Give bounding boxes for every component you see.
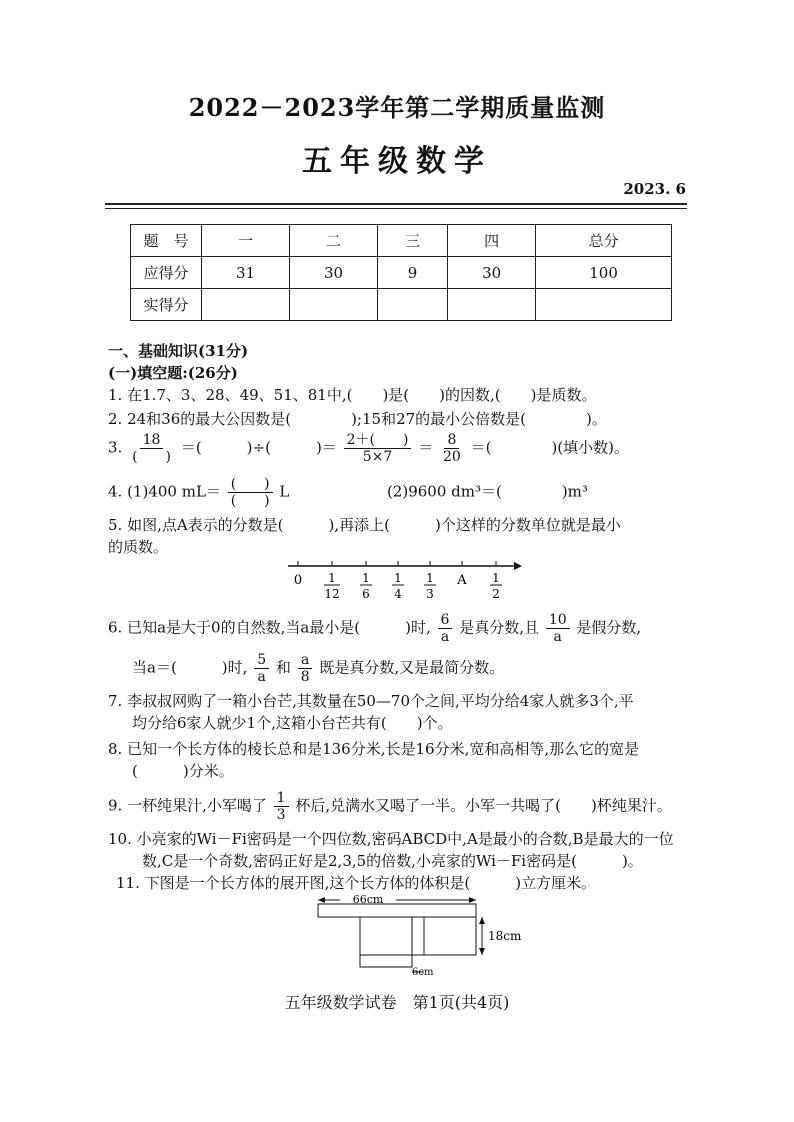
number-line: [280, 556, 530, 606]
subsection-heading: (一)填空题:(26分): [108, 364, 238, 382]
table-cell: 应得分: [131, 257, 202, 289]
table-cell: 30: [290, 257, 378, 289]
subject-title: 五年级数学: [302, 144, 492, 179]
fraction-denominator: a: [257, 669, 266, 685]
question-6-line-1: [108, 612, 641, 645]
question-10-line-1: 10. 小亮家的Wi－Fi密码是一个四位数,密码ABCD中,A是最小的合数,B是最大的一位: [108, 830, 674, 848]
fraction: [440, 432, 464, 465]
score-table: [130, 224, 672, 321]
arrow-right-icon: [514, 562, 522, 570]
question-2: 2. 24和36的最大公因数是( );15和27的最小公倍数是( )。: [108, 410, 607, 428]
table-cell: 二: [290, 225, 378, 257]
question-7-line-2: 均分给6家人就少1个,这箱小台芒共有( )个。: [132, 714, 453, 732]
fraction-numerator: a: [298, 652, 312, 669]
question-7-line-1: 7. 李叔叔网购了一箱小台芒,其数量在50—70个之间,平均分给4家人就多3个,平: [108, 692, 634, 710]
section-heading: 一、基础知识(31分): [108, 342, 249, 360]
fraction-numerator: 8: [444, 432, 459, 449]
table-row: [131, 289, 672, 321]
fraction-denominator: ( ): [230, 493, 270, 509]
table-row: [131, 225, 672, 257]
table-cell: 31: [202, 257, 290, 289]
score-input-cell[interactable]: [448, 289, 536, 321]
fraction-numerator: 1: [274, 790, 289, 807]
dimension-label-top: 66cm: [352, 893, 384, 906]
table-cell: 9: [378, 257, 448, 289]
question-5-line-2: 的质数。: [108, 538, 169, 556]
dimension-label-right: 18cm: [488, 929, 522, 943]
q9-text: 杯后,兑满水又喝了一半。小军一共喝了( )杯纯果汁。: [295, 796, 672, 815]
net-strip-bottom: [360, 955, 412, 967]
table-cell: 三: [378, 225, 448, 257]
fraction-denominator: a: [440, 629, 450, 645]
table-cell: 题 号: [131, 225, 202, 257]
question-6-line-2: [132, 652, 504, 685]
tick-label-num: 1: [426, 571, 434, 585]
q4-unit: L: [279, 482, 290, 501]
question-1: 1. 在1.7、3、28、49、51、81中,( )是( )的因数,( )是质数。: [108, 386, 597, 404]
question-5-line-1: 5. 如图,点A表示的分数是( ),再添上( )个这样的分数单位就是最小: [108, 516, 621, 534]
table-row: [131, 257, 672, 289]
fraction-numerator: 18: [140, 432, 164, 449]
q3-tail: ＝( )(填小数)。: [470, 438, 630, 457]
fraction-denominator: ( ): [132, 449, 172, 465]
table-cell: 四: [448, 225, 536, 257]
score-input-cell[interactable]: [378, 289, 448, 321]
tick-label-num: 1: [328, 571, 336, 585]
score-input-cell[interactable]: [202, 289, 290, 321]
score-input-cell[interactable]: [290, 289, 378, 321]
q3-lead: 3.: [108, 438, 123, 457]
dimension-label-bottom: 6cm: [412, 967, 434, 978]
table-cell: 100: [536, 257, 672, 289]
fraction-numerator: 10: [546, 612, 570, 629]
tick-label-den: 2: [492, 587, 500, 601]
net-face-main: [360, 917, 476, 955]
tick-label-den: 4: [394, 587, 402, 601]
table-cell: 一: [202, 225, 290, 257]
question-10-line-2: 数,C是一个奇数,密码正好是2,3,5的倍数,小亮家的Wi－Fi密码是( )。: [142, 852, 643, 870]
fraction-numerator: 5: [254, 652, 269, 669]
exam-title: 2022－2023学年第二学期质量监测: [188, 93, 606, 122]
tick-label-den: 6: [362, 587, 370, 601]
table-cell: 总分: [536, 225, 672, 257]
q4-part2: (2)9600 dm³＝( )m³: [386, 482, 588, 501]
q6-text: 是真分数,且: [459, 618, 540, 637]
fraction: [254, 652, 269, 685]
tick-label-a: A: [457, 573, 467, 588]
fraction-denominator: 3: [276, 807, 286, 823]
fraction: [344, 432, 412, 465]
header-rule-thick: [105, 203, 687, 205]
fraction: [274, 790, 289, 823]
tick-label-den: 12: [324, 587, 340, 601]
tick-label-zero: 0: [293, 573, 303, 588]
q6-text: 当a＝( )时,: [132, 658, 248, 677]
cuboid-net-diagram: [300, 888, 540, 980]
q3-mid: ＝( )÷( )＝: [180, 438, 337, 457]
q6-text: 既是真分数,又是最简分数。: [319, 658, 505, 677]
question-4: [108, 476, 588, 509]
question-8-line-1: 8. 已知一个长方体的棱长总和是136分米,长是16分米,宽和高相等,那么它的宽是: [108, 740, 640, 758]
score-input-cell[interactable]: [536, 289, 672, 321]
fraction: [129, 432, 174, 465]
fraction-numerator: 6: [438, 612, 453, 629]
q4-part1: 4. (1)400 mL＝: [108, 482, 221, 501]
question-8-line-2: ( )分米。: [132, 762, 234, 780]
fraction-denominator: a: [553, 629, 562, 645]
fraction-numerator: ( ): [228, 476, 273, 493]
table-cell: 实得分: [131, 289, 202, 321]
fraction-denominator: 8: [300, 669, 310, 685]
fraction: [298, 652, 313, 685]
question-9: [108, 790, 672, 823]
q3-eq: ＝: [418, 438, 434, 457]
q9-text: 9. 一杯纯果汁,小军喝了: [108, 796, 267, 815]
table-cell: 30: [448, 257, 536, 289]
tick-label-den: 3: [426, 587, 434, 601]
tick-label-num: 1: [492, 571, 500, 585]
tick-label-num: 1: [362, 571, 370, 585]
q6-text: 6. 已知a是大于0的自然数,当a最小是( )时,: [108, 618, 431, 637]
q6-text: 和: [275, 658, 291, 677]
fraction-denominator: 20: [443, 449, 461, 465]
question-11: 11. 下图是一个长方体的展开图,这个长方体的体积是( )立方厘米。: [116, 874, 597, 892]
fraction-denominator: 5×7: [362, 449, 393, 465]
tick-label-num: 1: [394, 571, 402, 585]
question-3: [108, 432, 629, 465]
fraction: [546, 612, 570, 645]
q6-text: 是假分数,: [576, 618, 642, 637]
header-rule-thin: [105, 208, 687, 209]
page-footer: 五年级数学试卷 第1页(共4页): [284, 993, 510, 1012]
fraction: [228, 476, 273, 509]
fraction-numerator: 2＋( ): [344, 432, 412, 449]
fraction: [438, 612, 453, 645]
exam-date: 2023. 6: [623, 180, 686, 198]
